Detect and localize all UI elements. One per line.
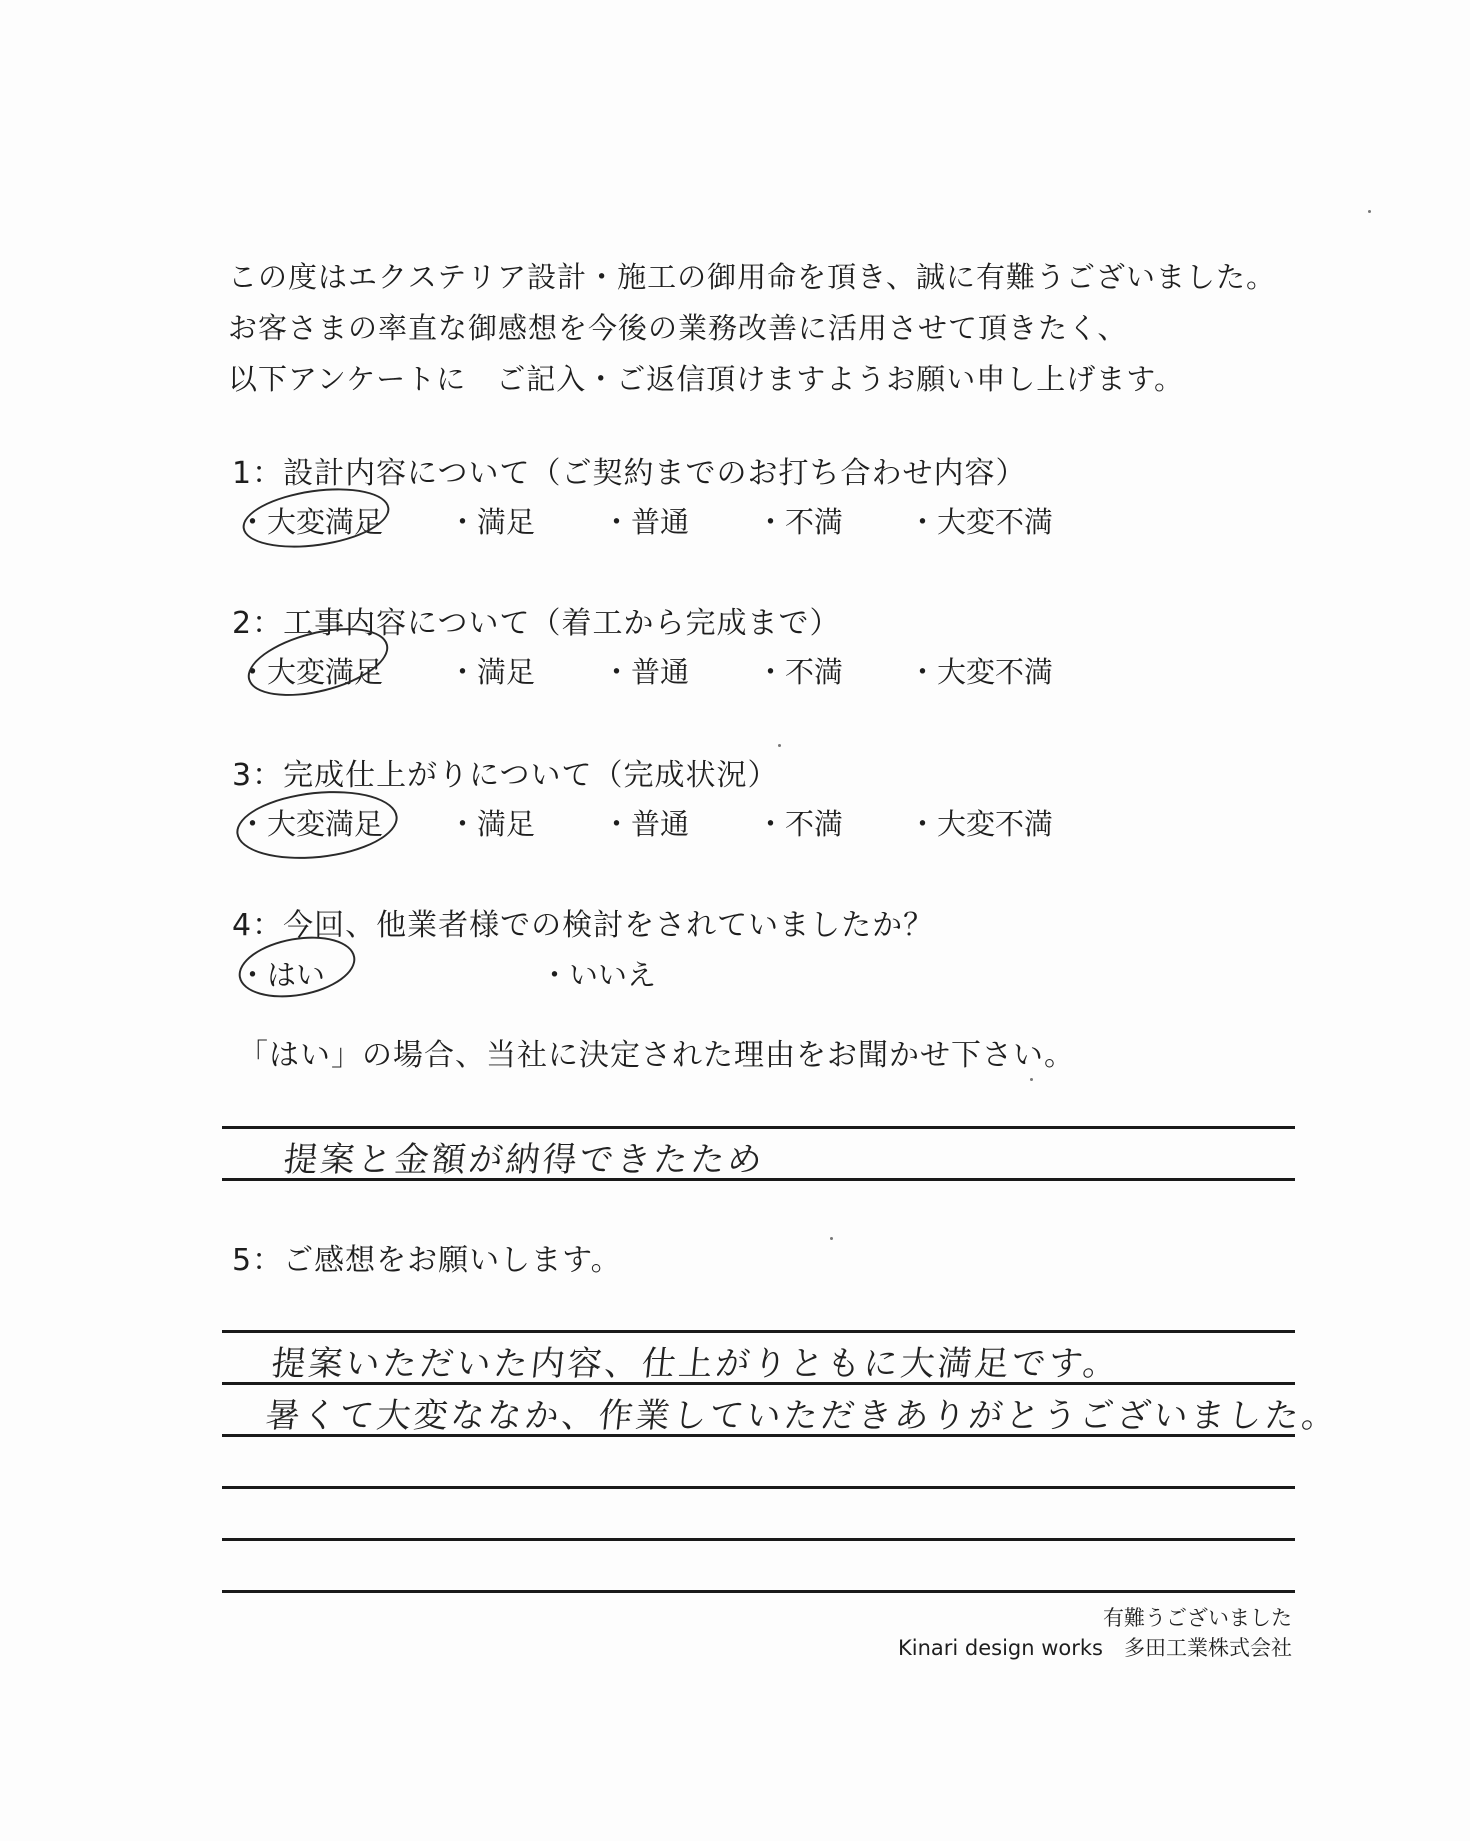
question-2-title: 2：工事内容について（着工から完成まで）	[232, 606, 841, 641]
question-4-title: 4：今回、他業者様での検討をされていましたか？	[232, 908, 935, 943]
impressions-answer-line-1[interactable]: 提案いただいた内容、仕上がりともに大満足です。	[269, 1344, 1123, 1384]
thanks-text: 有難うございました	[1103, 1606, 1292, 1630]
answer-line	[222, 1538, 1295, 1541]
answer-line	[222, 1486, 1295, 1489]
option-dissatisfied[interactable]: ・ 不満	[756, 500, 843, 541]
impressions-answer-line-2[interactable]: 暑くて大変ななか、作業していただきありがとうございました。	[263, 1396, 1341, 1436]
option-dissatisfied[interactable]: ・ 不満	[756, 802, 843, 843]
option-satisfied[interactable]: ・ 満足	[448, 802, 535, 843]
question-4-options	[238, 953, 1138, 997]
intro-line: この度はエクステリア設計・施工の御用命を頂き、誠に有難うございました。	[228, 260, 1276, 294]
intro-line: お客さまの率直な御感想を今後の業務改善に活用させて頂きたく、	[228, 311, 1128, 345]
option-neutral[interactable]: ・ 普通	[602, 500, 689, 541]
option-no[interactable]: ・ いいえ	[540, 953, 656, 994]
option-dissatisfied[interactable]: ・ 不満	[756, 650, 843, 691]
intro-text	[228, 252, 1276, 405]
question-1-title: 1：設計内容について（ご契約までのお打ち合わせ内容）	[232, 456, 1027, 491]
selection-circle	[233, 784, 401, 867]
option-very-dissatisfied[interactable]: ・ 大変不満	[908, 802, 1053, 843]
scan-speck	[778, 744, 781, 747]
answer-line	[222, 1178, 1295, 1181]
option-neutral[interactable]: ・ 普通	[602, 650, 689, 691]
answer-line	[222, 1434, 1295, 1437]
option-satisfied[interactable]: ・ 満足	[448, 650, 535, 691]
scan-speck	[1368, 210, 1371, 213]
option-very-dissatisfied[interactable]: ・ 大変不満	[908, 500, 1053, 541]
intro-line: 以下アンケートに ご記入・ご返信頂けますようお願い申し上げます。	[228, 362, 1184, 396]
answer-line	[222, 1330, 1295, 1333]
scan-speck	[1030, 1078, 1033, 1081]
answer-line	[222, 1126, 1295, 1129]
option-very-satisfied[interactable]: ・ 大変満足	[238, 650, 383, 691]
reason-prompt: 「はい」の場合、当社に決定された理由をお聞かせ下さい。	[238, 1038, 1075, 1073]
impressions-prompt: 5：ご感想をお願いします。	[232, 1243, 622, 1278]
scan-speck	[830, 1237, 833, 1240]
answer-line	[222, 1382, 1295, 1385]
option-very-satisfied[interactable]: ・ 大変満足	[238, 500, 383, 541]
option-very-dissatisfied[interactable]: ・ 大変不満	[908, 650, 1053, 691]
company-name: Kinari design works 多田工業株式会社	[897, 1636, 1292, 1660]
answer-line	[222, 1590, 1295, 1593]
option-yes[interactable]: ・ はい	[238, 953, 325, 994]
question-3-title: 3：完成仕上がりについて（完成状況）	[232, 758, 779, 793]
option-neutral[interactable]: ・ 普通	[602, 802, 689, 843]
option-satisfied[interactable]: ・ 満足	[448, 500, 535, 541]
option-very-satisfied[interactable]: ・ 大変満足	[238, 802, 383, 843]
reason-answer[interactable]: 提案と金額が納得できたため	[281, 1140, 767, 1180]
